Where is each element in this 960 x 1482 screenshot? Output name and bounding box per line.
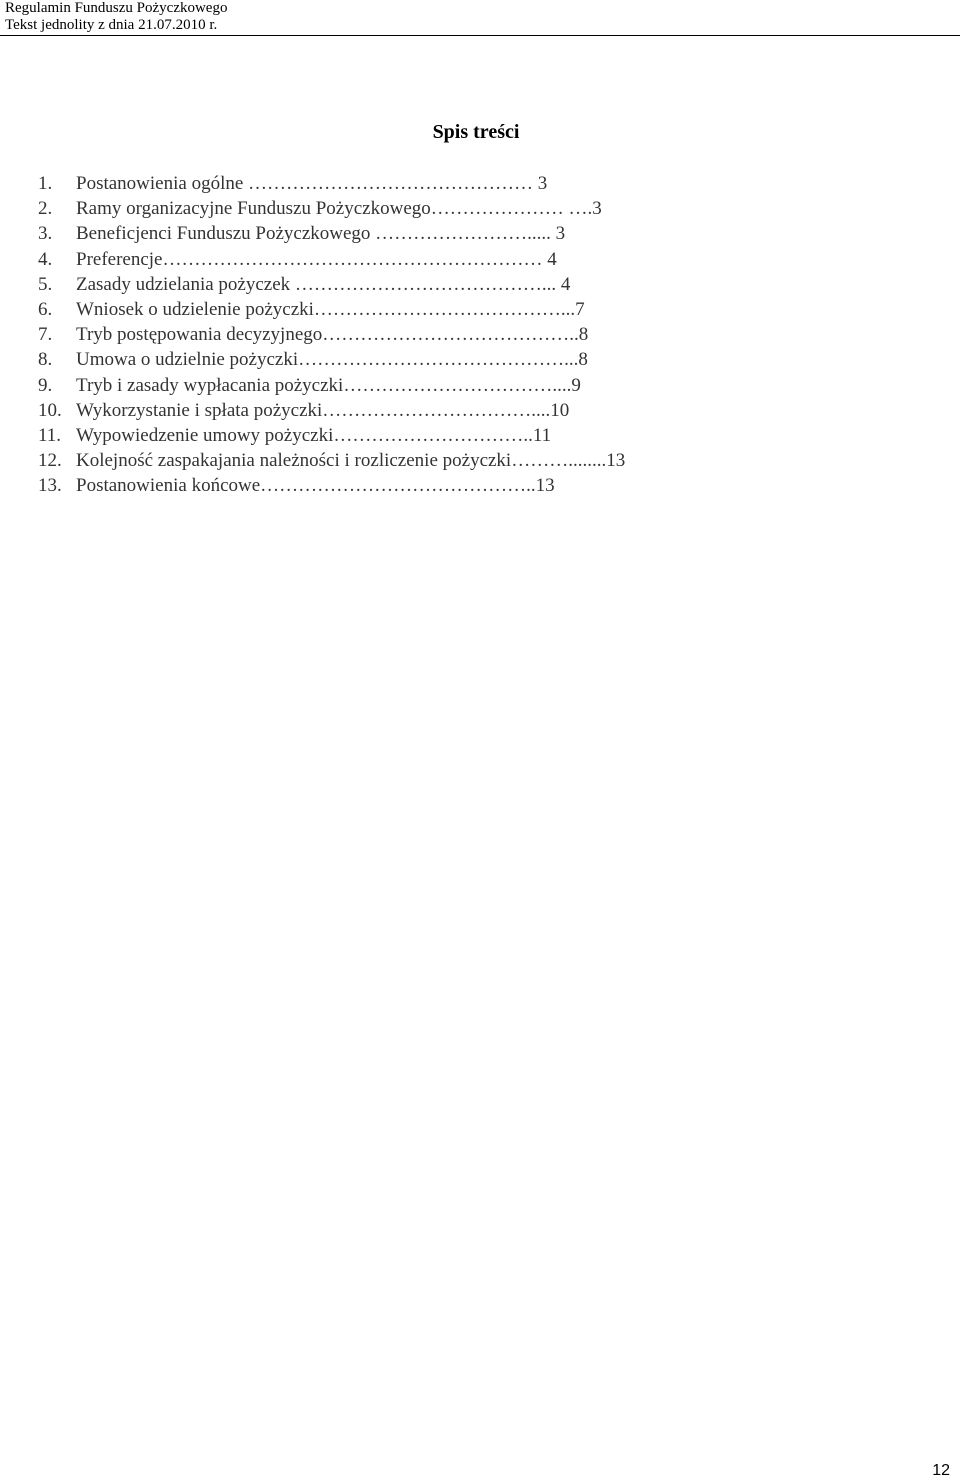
toc-item[interactable] [38,322,625,347]
toc-item[interactable] [38,272,625,297]
toc-item-number: 3. [38,223,53,245]
toc-item-label: Tryb i zasady wypłacania pożyczki……………………………....9 [76,374,581,396]
toc-item[interactable] [38,196,625,221]
toc-item[interactable] [38,373,625,398]
toc-item-number: 4. [38,248,53,270]
toc-item-label: Tryb postępowania decyzyjnego…………………………………..8 [76,324,589,346]
toc-item-label: Preferencje…………………………………………………… 4 [76,248,557,270]
toc-item-number: 6. [38,298,53,320]
toc-item-label: Wykorzystanie i spłata pożyczki……………………………....10 [76,399,570,421]
toc-item-number: 12. [38,450,62,472]
document-header [5,0,960,34]
toc-item-number: 1. [38,173,53,194]
header-title: Regulamin Funduszu Pożyczkowego [5,0,228,16]
toc-item-label: Wniosek o udzielenie pożyczki…………………………………...7 [76,298,585,320]
toc-item[interactable] [38,398,625,423]
page-number: 12 [932,1462,950,1479]
toc-title: Spis treści [432,121,520,143]
toc-item-label: Beneficjenci Funduszu Pożyczkowego ……………………..... 3 [76,223,566,245]
toc-item-label: Ramy organizacyjne Funduszu Pożyczkowego………………… ….3 [76,198,602,220]
toc-item-number: 5. [38,273,53,295]
toc-item[interactable] [38,247,625,272]
toc-item[interactable] [38,423,625,448]
toc-item[interactable] [38,221,625,246]
toc-item-number: 11. [38,424,62,446]
toc-item-label: Postanowienia ogólne ……………………………………… 3 [76,173,548,194]
toc-item[interactable] [38,448,625,473]
toc-item-label: Wypowiedzenie umowy pożyczki…………………………..11 [76,424,552,446]
toc-item-label: Kolejność zaspakajania należności i rozliczenie pożyczki………........13 [76,450,626,472]
toc-item-number: 7. [38,324,53,346]
toc-item-number: 13. [38,475,62,497]
toc-item-label: Postanowienia końcowe……………………………………..13 [76,475,555,497]
header-divider [0,35,960,36]
header-subtitle: Tekst jednolity z dnia 21.07.2010 r. [5,17,218,33]
toc-item-number: 2. [38,198,53,220]
toc-item-number: 10. [38,399,62,421]
toc-item-label: Zasady udzielania pożyczek …………………………………... 4 [76,273,571,295]
toc-item[interactable] [38,473,625,498]
toc-item[interactable] [38,297,625,322]
toc-item-number: 8. [38,349,53,371]
toc-item[interactable] [38,171,625,196]
toc-item-label: Umowa o udzielnie pożyczki……………………………………...8 [76,349,588,371]
table-of-contents [38,171,625,498]
toc-item[interactable] [38,347,625,372]
toc-item-number: 9. [38,374,53,396]
